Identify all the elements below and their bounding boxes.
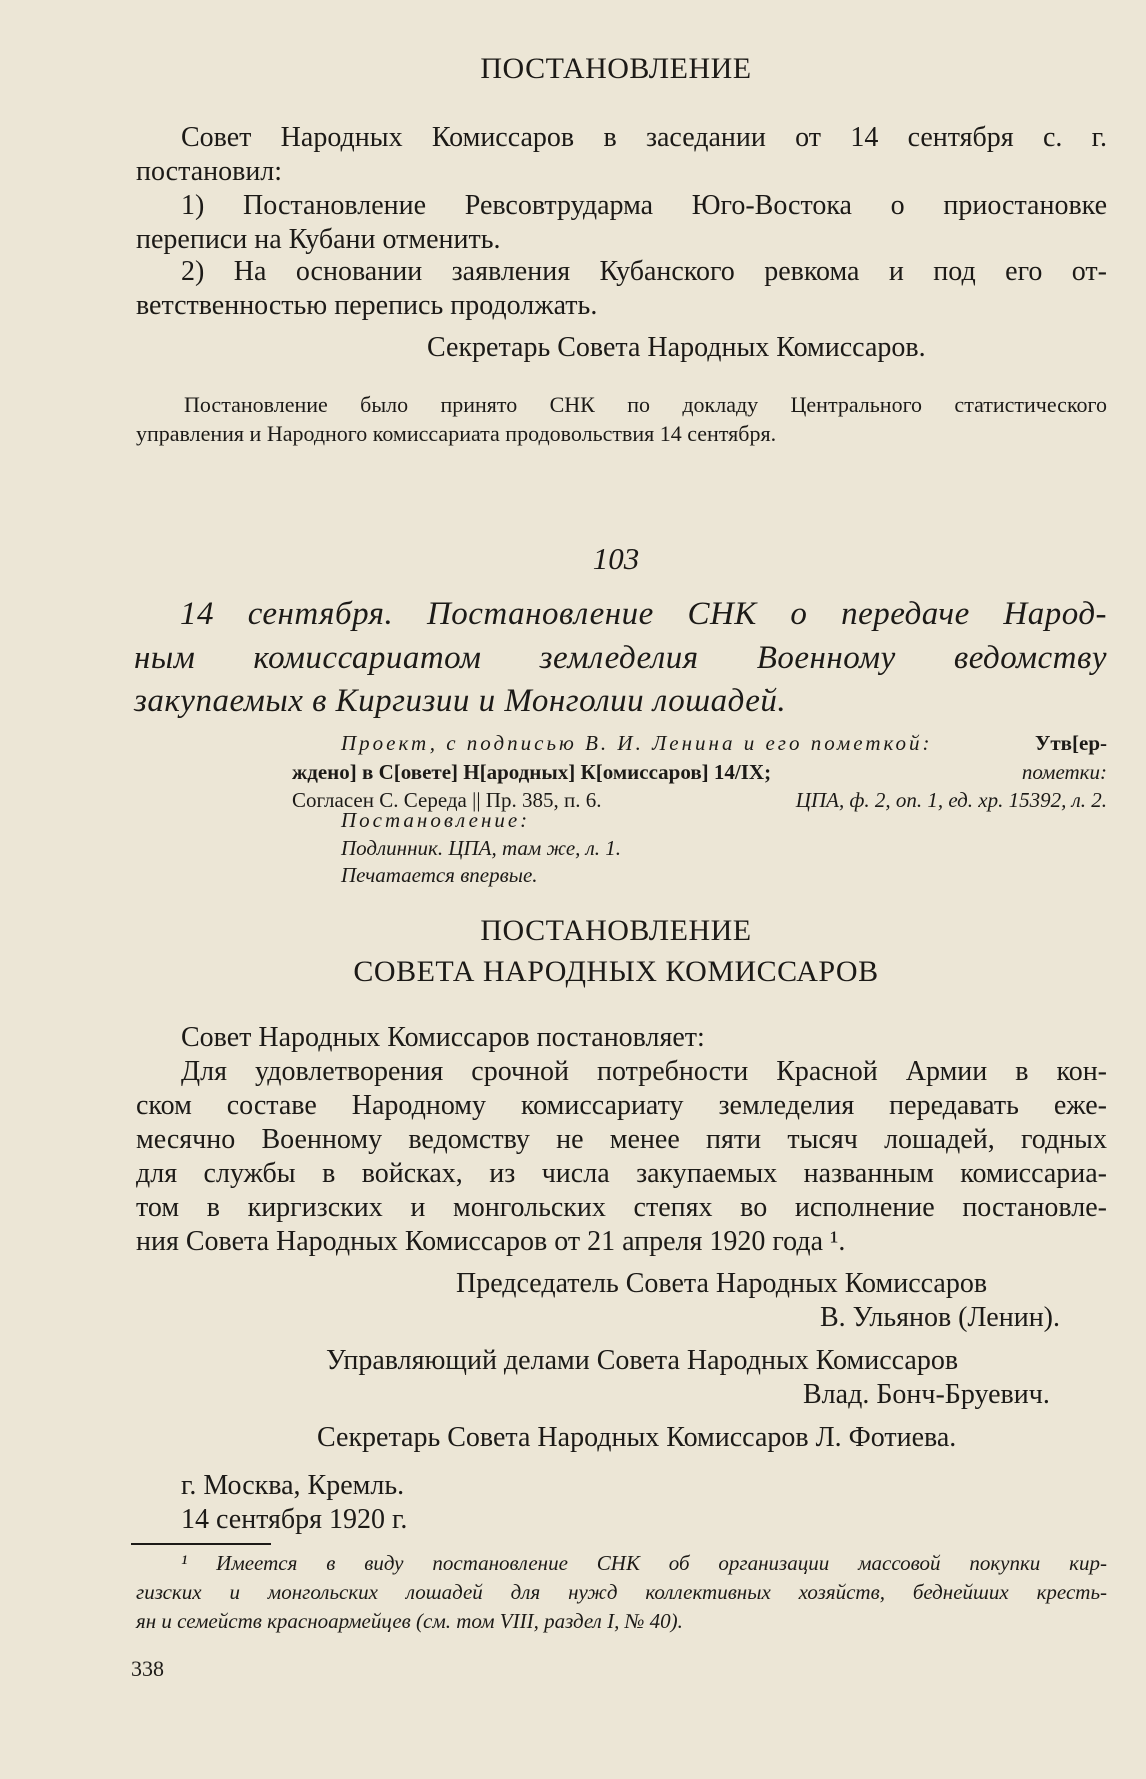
- doc2-body-line-4: месячно Военному ведомству не менее пяти тысяч лошадей, годных: [136, 1124, 1107, 1155]
- doc2-body-line-2: Для удовлетворения срочной потребности Красной Армии в кон-: [181, 1056, 1107, 1087]
- document-number: 103: [592, 541, 640, 576]
- doc2-meta-line-5: Подлинник. ЦПА, там же, л. 1.: [341, 836, 622, 860]
- doc2-meta-line-2: [292, 760, 1107, 785]
- doc1-line-3: 1) Постановление Ревсовтрударма Юго-Востока о приостановке: [181, 190, 1107, 221]
- doc2-title-line-3: закупаемых в Киргизии и Монголии лошадей.: [134, 683, 787, 719]
- chair-name: В. Ульянов (Ленин).: [820, 1302, 1060, 1333]
- footnote-rule: [131, 1543, 271, 1545]
- footnote-line-1: ¹ Имеется в виду постановление СНК об организации массовой покупки кир-: [181, 1551, 1107, 1575]
- footnote-line-2: гизских и монгольских лошадей для нужд коллективных хозяйств, беднейших кресть-: [136, 1580, 1107, 1604]
- doc1-line-6: ветственностью перепись продолжать.: [136, 290, 598, 321]
- meta-agreement: Согласен С. Середа || Пр. 385, п. 6.: [292, 788, 602, 812]
- page-number: 338: [131, 1656, 164, 1681]
- doc2-meta-line-6: Печатается впервые.: [341, 863, 538, 887]
- chair-title: Председатель Совета Народных Комиссаров: [456, 1268, 988, 1299]
- date: 14 сентября 1920 г.: [181, 1504, 408, 1535]
- doc1-line-5: 2) На основании заявления Кубанского ревкома и под его от-: [181, 256, 1107, 287]
- doc1-note-line-1: Постановление было принято СНК по докладу Центрального статистического: [184, 392, 1107, 417]
- meta-approval-end: ждено] в С[овете] Н[ародных] К[омиссаров] 14/IX;: [292, 760, 772, 784]
- meta-archive-ref: ЦПА, ф. 2, оп. 1, ед. хр. 15392, л. 2.: [795, 788, 1107, 812]
- doc2-body-line-5: для службы в войсках, из числа закупаемых названным комиссариа-: [136, 1158, 1107, 1189]
- doc2-meta-line-1: [341, 731, 1107, 756]
- manager-title: Управляющий делами Совета Народных Комиссаров: [326, 1345, 959, 1376]
- doc1-signature: Секретарь Совета Народных Комиссаров.: [427, 332, 926, 363]
- doc1-line-1: Совет Народных Комиссаров в заседании от 14 сентября с. г.: [181, 122, 1107, 153]
- doc1-line-2: постановил:: [136, 156, 283, 187]
- doc2-heading-1: ПОСТАНОВЛЕНИЕ: [480, 914, 752, 947]
- meta-marks-label: пометки:: [1021, 760, 1107, 784]
- doc2-body-line-6: том в киргизских и монгольских степях во исполнение постановле-: [136, 1192, 1107, 1223]
- doc2-title-line-1: 14 сентября. Постановление СНК о передаче Народ-: [180, 596, 1107, 632]
- doc2-body-line-1: Совет Народных Комиссаров постановляет:: [181, 1022, 705, 1053]
- meta-source-desc: Проект, с подписью В. И. Ленина и его пометкой:: [341, 731, 933, 755]
- footnote-line-3: ян и семейств красноармейцев (см. том VIII, раздел I, № 40).: [136, 1609, 683, 1633]
- meta-approval-start: Утв[ер-: [1034, 731, 1107, 755]
- doc2-body-line-7: ния Совета Народных Комиссаров от 21 апреля 1920 года ¹.: [136, 1226, 846, 1257]
- secretary-signature: Секретарь Совета Народных Комиссаров Л. Фотиева.: [317, 1422, 957, 1453]
- doc1-heading: ПОСТАНОВЛЕНИЕ: [480, 52, 752, 85]
- doc1-line-4: переписи на Кубани отменить.: [136, 224, 501, 255]
- doc2-body-line-3: ском составе Народному комиссариату земледелия передавать еже-: [136, 1090, 1107, 1121]
- doc1-note-line-2: управления и Народного комиссариата продовольствия 14 сентября.: [136, 421, 777, 446]
- manager-name: Влад. Бонч-Бруевич.: [803, 1379, 1050, 1410]
- doc2-title-line-2: ным комиссариатом земледелия Военному ведомству: [134, 640, 1107, 676]
- doc2-meta-line-4: Постановление:: [341, 808, 531, 832]
- doc2-heading-2: СОВЕТА НАРОДНЫХ КОМИССАРОВ: [353, 955, 879, 988]
- place: г. Москва, Кремль.: [181, 1470, 405, 1501]
